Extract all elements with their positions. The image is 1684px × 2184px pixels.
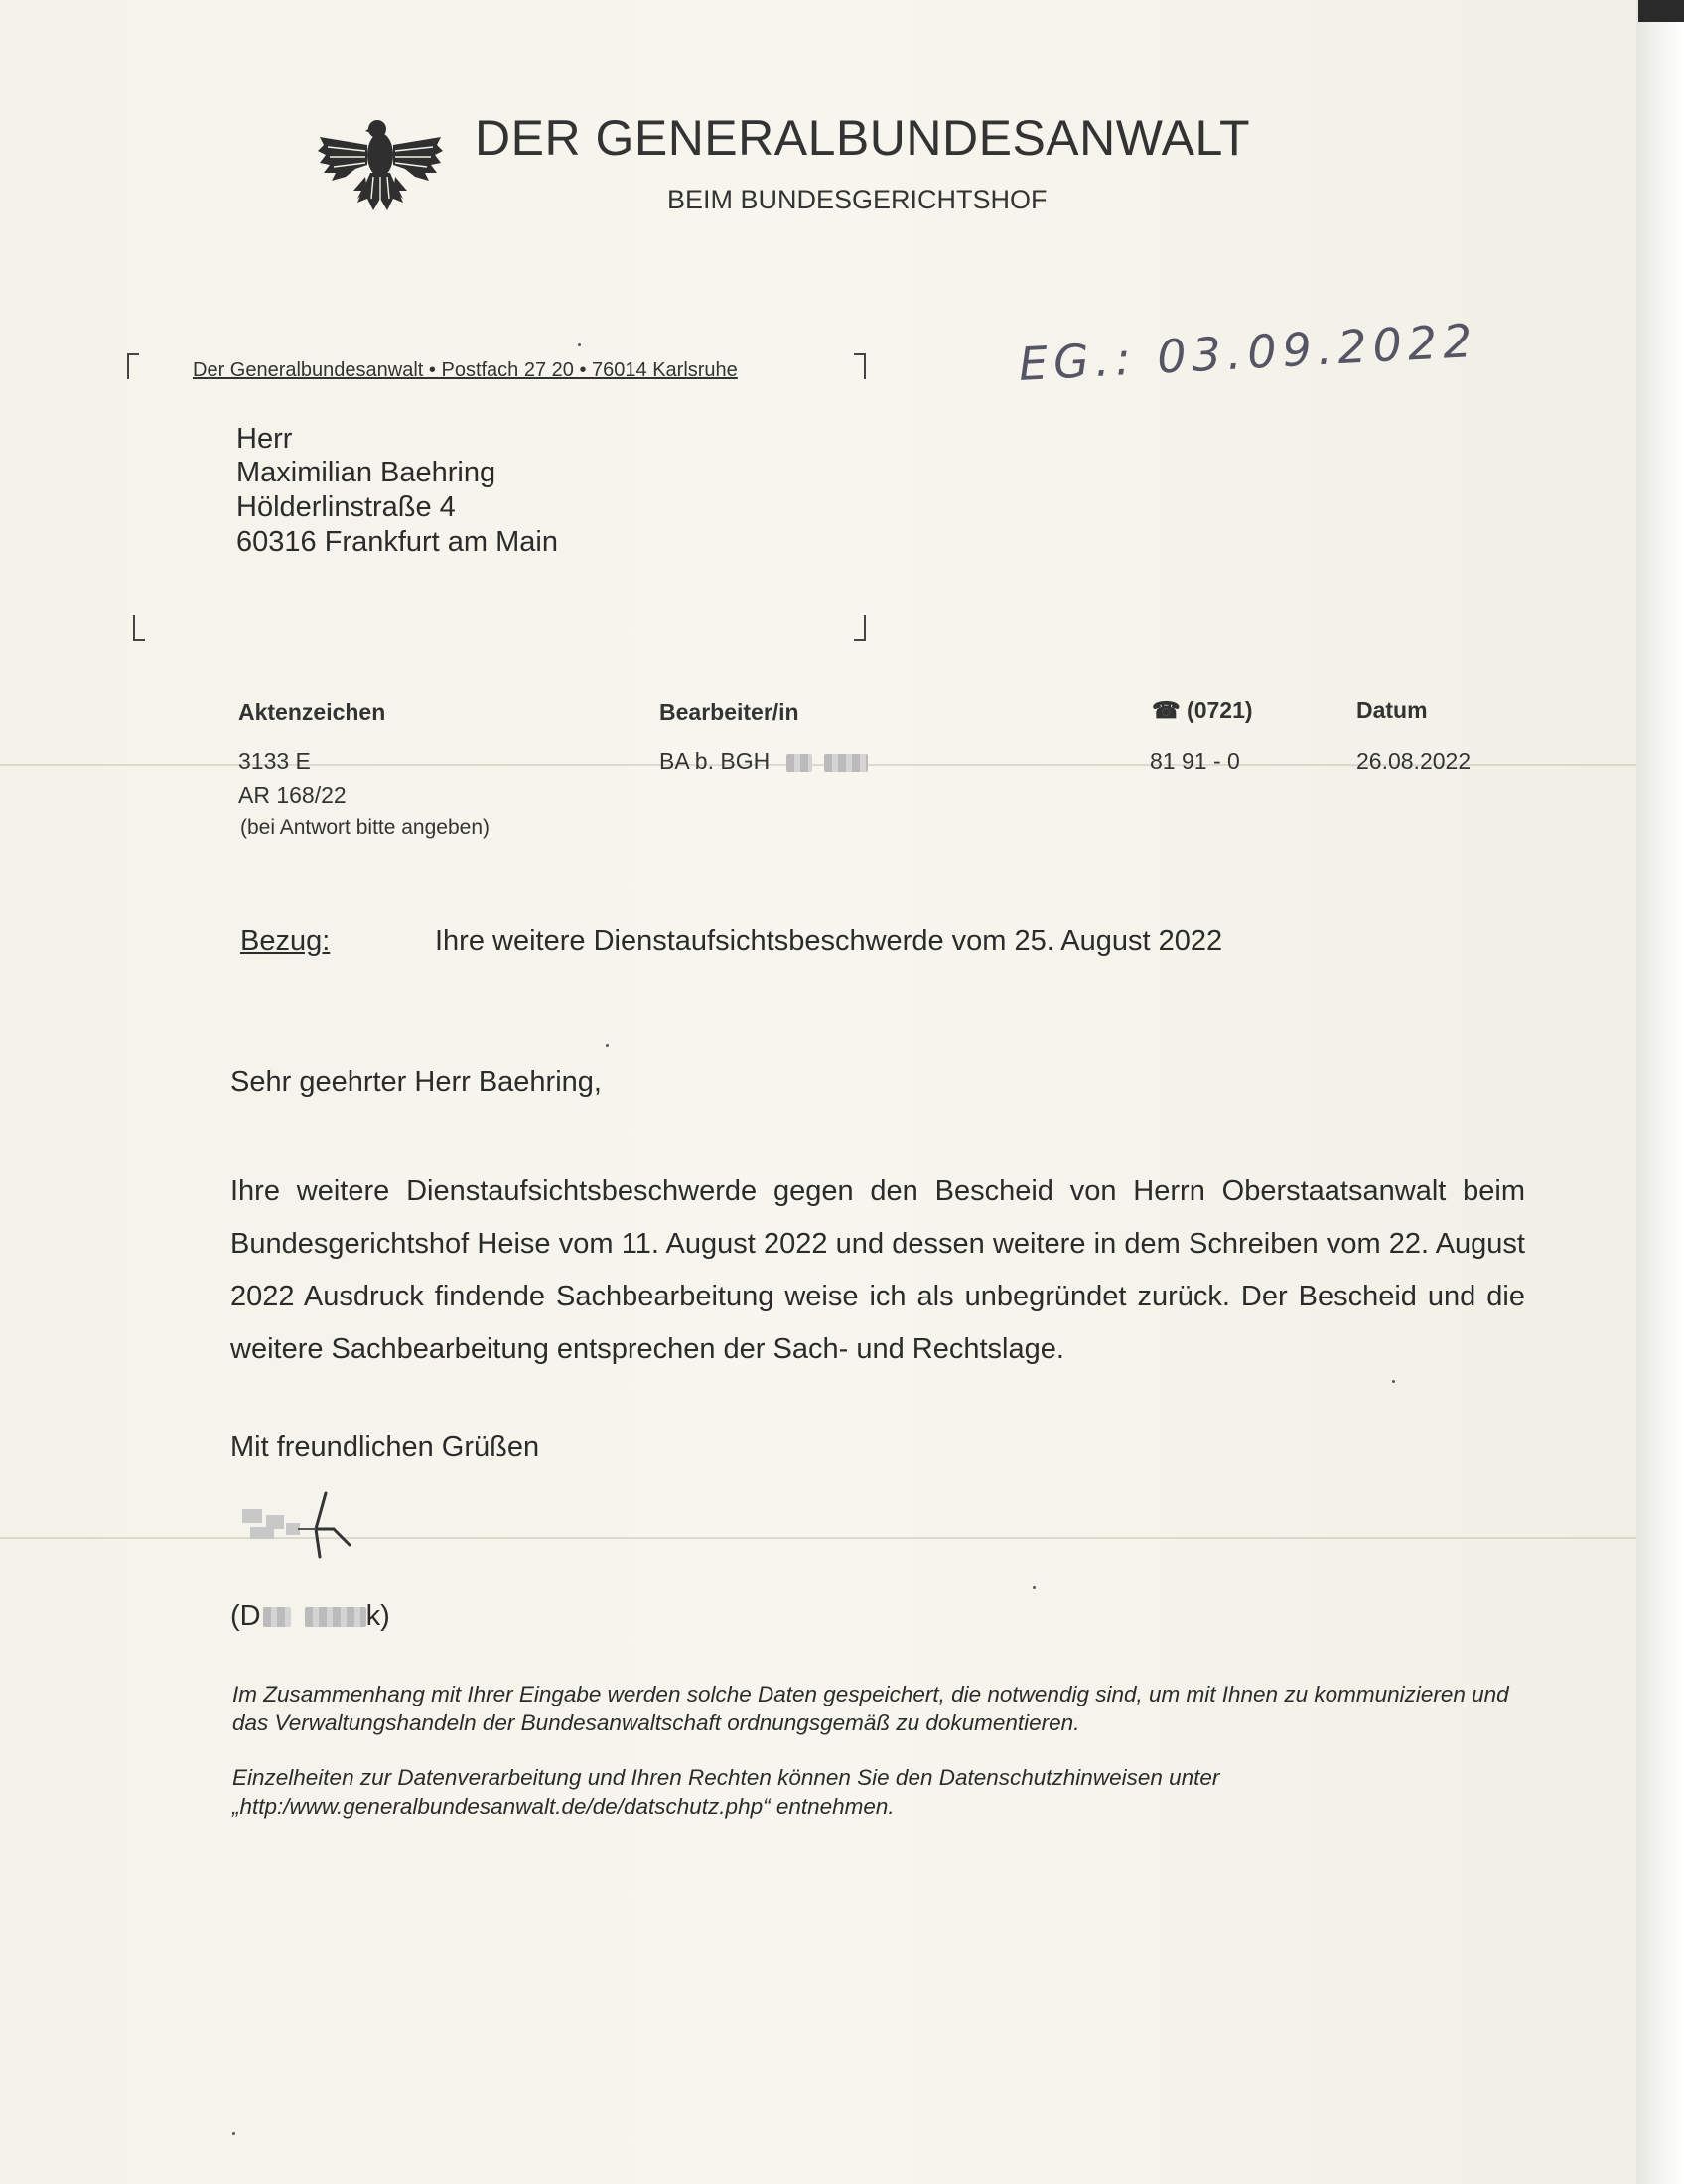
redacted-text (786, 754, 812, 772)
privacy-notice-1: Im Zusammenhang mit Ihrer Eingabe werden solche Daten gespeichert, die notwendig sind, um mit Ihnen zu kommunizieren und das Verwaltungshandeln der Bundesanwaltschaft ordnungsgemäß zu dokumentieren. (232, 1682, 1509, 1735)
address-window-corner (133, 615, 145, 641)
greeting: Sehr geehrter Herr Baehring, (230, 1066, 602, 1098)
bezug-text: Ihre weitere Dienstaufsichtsbeschwerde vom 25. August 2022 (435, 925, 1223, 957)
sender-return-address: Der Generalbundesanwalt • Postfach 27 20 • 76014 Karlsruhe (193, 359, 738, 381)
page-edge (1636, 0, 1684, 2184)
aktenzeichen-note: (bei Antwort bitte angeben) (240, 816, 490, 839)
phone-area-code: (0721) (1187, 697, 1253, 723)
scan-speck (1033, 1586, 1036, 1589)
bearbeiter-text: BA b. BGH (659, 749, 771, 774)
aktenzeichen-line2: AR 168/22 (238, 782, 347, 808)
scan-speck (606, 1044, 609, 1047)
signature-icon (236, 1489, 365, 1569)
address-window-corner (127, 353, 139, 379)
telephone-icon: ☎ (1152, 697, 1181, 723)
address-window-corner (854, 615, 866, 641)
recipient-city: 60316 Frankfurt am Main (236, 526, 558, 558)
scan-speck (232, 2132, 235, 2135)
phone-label (1152, 697, 1253, 724)
address-window-corner (854, 353, 866, 379)
letterhead-subtitle: BEIM BUNDESGERICHTSHOF (667, 185, 1048, 214)
signer-name-start: (D (230, 1600, 261, 1632)
bearbeiter-label: Bearbeiter/in (659, 699, 799, 725)
federal-eagle-icon (316, 107, 445, 218)
letterhead-title: DER GENERALBUNDESANWALT (475, 110, 1251, 166)
signer-name (230, 1600, 390, 1633)
datum-label: Datum (1356, 697, 1428, 723)
scan-speck (1392, 1380, 1395, 1383)
scan-speck (578, 343, 581, 346)
signer-name-end: k) (365, 1600, 390, 1632)
recipient-name: Maximilian Baehring (236, 457, 496, 488)
privacy-notice-2: Einzelheiten zur Datenverarbeitung und Ihren Rechten können Sie den Datenschutzhinweisen unter „http:/www.generalbundesanwalt.de/de/datschutz.php“ entnehmen. (232, 1765, 1220, 1819)
letter-body: Ihre weitere Dienstaufsichtsbeschwerde gegen den Bescheid von Herrn Oberstaatsanwalt beim Bundesgerichtshof Heise vom 11. August 2022 und dessen weitere in dem Schreiben vom 22. August 2022 Ausdruck findende Sachbearbeitung weise ich als unbegründet zurück. Der Bescheid und die weitere Sachbearbeitung entsprechen der Sach- und Rechtslage. (230, 1175, 1525, 1365)
aktenzeichen-label: Aktenzeichen (238, 699, 386, 725)
scan-corner (1638, 0, 1684, 22)
redacted-text (824, 754, 868, 772)
redacted-text (263, 1607, 291, 1627)
recipient-salutation: Herr (236, 423, 293, 455)
closing: Mit freundlichen Grüßen (230, 1432, 540, 1463)
handwritten-receipt-note: EG.: 03.09.2022 (1017, 313, 1479, 391)
bearbeiter-value (659, 749, 868, 775)
phone-value: 81 91 - 0 (1150, 749, 1240, 774)
aktenzeichen-line1: 3133 E (238, 749, 311, 774)
datum-value: 26.08.2022 (1356, 749, 1472, 774)
bezug-label: Bezug: (240, 925, 331, 957)
recipient-street: Hölderlinstraße 4 (236, 491, 456, 523)
redacted-text (305, 1607, 366, 1627)
